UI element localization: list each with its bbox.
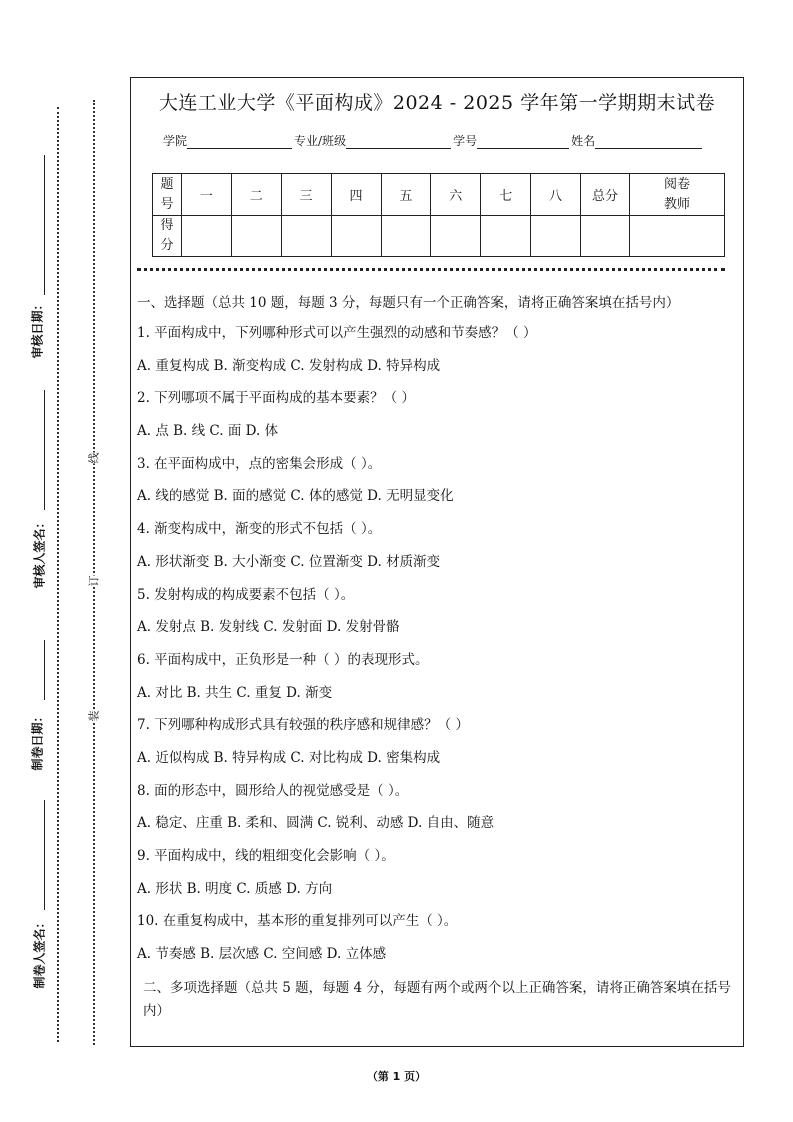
question-3-options: A. 线的感觉 B. 面的感觉 C. 体的感觉 D. 无明显变化	[137, 488, 454, 505]
major-label: 专业/班级	[294, 134, 347, 148]
question-10-options: A. 节奏感 B. 层次感 C. 空间感 D. 立体感	[137, 946, 387, 963]
score-cell-5[interactable]	[381, 216, 431, 257]
score-cell-8[interactable]	[531, 216, 581, 257]
exam-frame	[130, 77, 744, 1047]
question-4-options: A. 形状渐变 B. 大小渐变 C. 位置渐变 D. 材质渐变	[137, 553, 441, 570]
score-cell-2[interactable]	[231, 216, 281, 257]
page-footer: （第 1 页）	[366, 1070, 427, 1083]
question-7: 7. 下列哪种构成形式具有较强的秩序感和规律感？（ ）	[137, 717, 469, 734]
section2-heading: 二、多项选择题（总共 5 题，每题 4 分，每题有两个或两个以上正确答案，请将正确答案填在括号内）	[143, 979, 731, 1019]
question-2: 2. 下列哪项不属于平面构成的基本要素？（ ）	[137, 390, 415, 407]
score-cell-total[interactable]	[581, 216, 630, 257]
question-1: 1. 平面构成中，下列哪种形式可以产生强烈的动感和节奏感？（ ）	[137, 325, 537, 341]
question-5-options: A. 发射点 B. 发射线 C. 发射面 D. 发射骨骼	[137, 619, 400, 636]
col-total: 总分	[581, 174, 630, 216]
question-8: 8. 面的形态中，圆形给人的视觉感受是（ ）。	[137, 782, 409, 799]
student-id-label: 学号	[453, 134, 478, 148]
question-8-options: A. 稳定、庄重 B. 柔和、圆满 C. 锐利、动感 D. 自由、随意	[137, 815, 495, 832]
question-4: 4. 渐变构成中，渐变的形式不包括（ ）。	[137, 521, 382, 538]
score-cell-3[interactable]	[281, 216, 331, 257]
review-date-line	[44, 155, 45, 295]
name-blank[interactable]	[595, 136, 702, 149]
section1-heading: 一、选择题（总共 10 题，每题 3 分，每题只有一个正确答案，请将正确答案填在括号内）	[137, 295, 680, 311]
student-id-blank[interactable]	[477, 136, 569, 149]
score-cell-4[interactable]	[331, 216, 381, 257]
col-2: 二	[231, 174, 281, 216]
exam-title: 大连工业大学《平面构成》2024 - 2025 学年第一学期期末试卷	[158, 92, 716, 114]
student-info-row	[163, 132, 704, 149]
name-label: 姓名	[571, 134, 596, 148]
score-cell-6[interactable]	[431, 216, 481, 257]
col-5: 五	[381, 174, 431, 216]
question-9: 9. 平面构成中，线的粗细变化会影响（ ）。	[137, 848, 395, 864]
question-3: 3. 在平面构成中，点的密集会形成（ ）。	[137, 455, 382, 472]
questions-area	[137, 292, 741, 1023]
maker-date-line	[44, 640, 45, 700]
question-9-options: A. 形状 B. 明度 C. 质感 D. 方向	[137, 880, 333, 897]
major-blank[interactable]	[346, 136, 451, 149]
score-cell-reviewer[interactable]	[630, 216, 725, 257]
binding-seal-char: 装	[87, 710, 101, 722]
question-1-options: A. 重复构成 B. 渐变构成 C. 发射构成 D. 特异构成	[137, 357, 441, 374]
col-8: 八	[531, 174, 581, 216]
question-6-options: A. 对比 B. 共生 C. 重复 D. 渐变	[137, 684, 333, 701]
maker-sign-label: 制卷人签名：	[32, 916, 47, 989]
binding-line-char: 线	[87, 452, 101, 464]
binding-staple-char: 订	[87, 575, 101, 587]
question-7-options: A. 近似构成 B. 特异构成 C. 对比构成 D. 密集构成	[137, 749, 441, 766]
question-5: 5. 发射构成的构成要素不包括（ ）。	[137, 586, 355, 603]
maker-sign-line	[44, 800, 45, 910]
score-label: 得 分	[153, 216, 182, 257]
col-4: 四	[331, 174, 381, 216]
score-table-score-row	[153, 216, 725, 257]
score-table	[152, 173, 725, 257]
college-label: 学院	[163, 134, 188, 148]
col-reviewer: 阅卷 教师	[630, 174, 725, 216]
score-cell-7[interactable]	[481, 216, 531, 257]
col-7: 七	[481, 174, 531, 216]
score-table-header-row	[153, 174, 725, 216]
binding-dotted-line-inner	[93, 100, 95, 1045]
question-2-options: A. 点 B. 线 C. 面 D. 体	[137, 423, 279, 440]
col-3: 三	[281, 174, 331, 216]
reviewer-sign-label: 审核人签名：	[32, 516, 47, 589]
binding-dotted-line-outer	[57, 107, 59, 1042]
dotted-separator	[137, 268, 725, 271]
reviewer-sign-line	[44, 390, 45, 510]
question-number-label: 题 号	[153, 174, 182, 216]
col-1: 一	[182, 174, 232, 216]
question-10: 10. 在重复构成中，基本形的重复排列可以产生（ ）。	[137, 913, 458, 930]
question-6: 6. 平面构成中，正负形是一种（ ）的表现形式。	[137, 651, 429, 668]
score-cell-1[interactable]	[182, 216, 232, 257]
col-6: 六	[431, 174, 481, 216]
maker-date-label: 制卷日期：	[30, 710, 45, 771]
college-blank[interactable]	[187, 136, 292, 149]
review-date-label: 审核日期：	[30, 298, 45, 359]
